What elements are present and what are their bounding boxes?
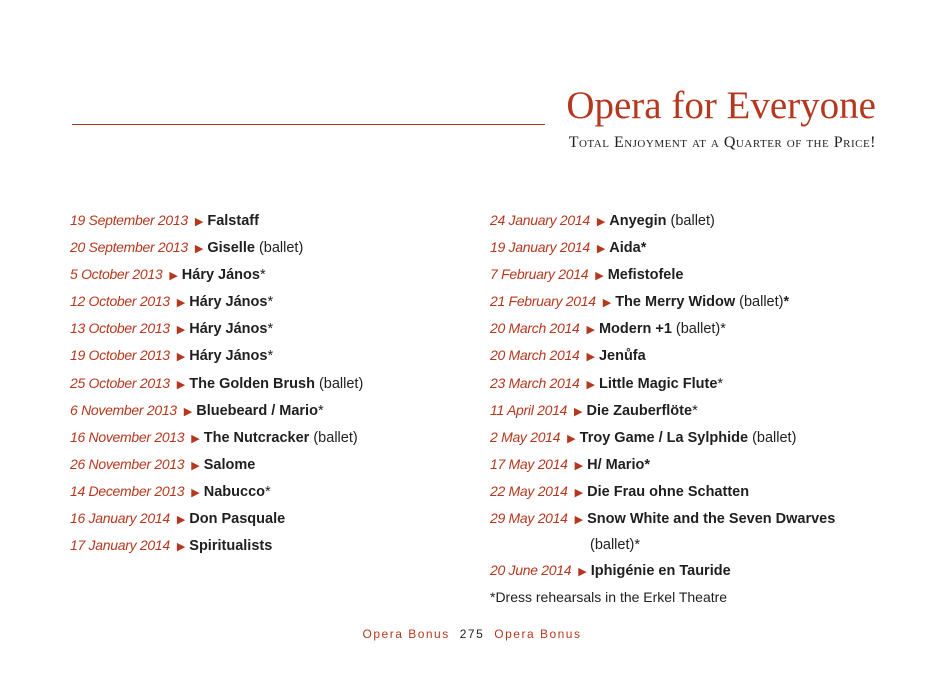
arrow-right-icon: ▶ [574, 405, 583, 418]
event-title: Bluebeard / Mario [196, 402, 318, 419]
arrow-right-icon: ▶ [574, 514, 584, 527]
schedule-entry [490, 558, 890, 585]
schedule-entry [490, 479, 890, 506]
schedule-entry [70, 235, 470, 262]
event-title: Die Zauberflöte [586, 402, 693, 419]
arrow-right-icon: ▶ [602, 297, 612, 310]
schedule-entry [490, 398, 890, 425]
event-note: (ballet)* [590, 537, 640, 554]
arrow-right-icon: ▶ [595, 270, 604, 283]
page-subtitle: Total Enjoyment at a Quarter of the Price! [568, 134, 876, 151]
event-title: Iphigénie en Tauride [590, 563, 731, 580]
arrow-right-icon: ▶ [194, 243, 204, 256]
schedule-entry [70, 371, 470, 398]
event-note: (ballet) [254, 240, 304, 257]
arrow-right-icon: ▶ [176, 378, 186, 391]
schedule-entry [490, 371, 890, 398]
event-date: 23 March 2014 [490, 374, 580, 391]
event-note: * [317, 402, 324, 419]
arrow-right-icon: ▶ [574, 486, 584, 499]
arrow-right-icon: ▶ [567, 432, 576, 445]
arrow-right-icon: ▶ [191, 459, 200, 472]
event-title: The Nutcracker [203, 429, 310, 446]
event-title: The Golden Brush [189, 375, 315, 392]
schedule-entry [70, 262, 470, 289]
event-date: 26 November 2013 [70, 455, 185, 472]
schedule-entry [490, 289, 890, 316]
page-number: 275 [459, 627, 485, 641]
event-title: Die Frau ohne Schatten [587, 483, 750, 500]
event-date: 20 March 2014 [490, 320, 580, 337]
event-date: 19 January 2014 [490, 239, 590, 256]
schedule-entry [70, 316, 470, 343]
event-date: 11 April 2014 [490, 401, 568, 418]
event-date: 14 December 2013 [70, 482, 185, 499]
event-title: Spiritualists [189, 538, 273, 555]
event-note: (ballet) [666, 213, 715, 229]
arrow-right-icon: ▶ [586, 324, 595, 337]
event-date: 21 February 2014 [490, 293, 596, 310]
footer-right-label: Opera Bonus [494, 627, 582, 641]
event-note: * [267, 294, 274, 311]
schedule-entry [70, 506, 470, 533]
event-date: 13 October 2013 [70, 320, 170, 337]
event-note: * [717, 375, 724, 392]
schedule-entry [70, 289, 470, 316]
schedule-entry [490, 208, 890, 235]
schedule-entry [490, 262, 890, 289]
schedule-entry [70, 398, 470, 425]
event-date: 22 May 2014 [490, 482, 568, 499]
event-date: 5 October 2013 [70, 266, 163, 283]
event-date: 7 February 2014 [490, 266, 589, 283]
event-title: Háry János [189, 348, 268, 365]
event-title: Aida* [609, 240, 647, 257]
arrow-right-icon: ▶ [194, 216, 204, 228]
event-title: Háry János [189, 321, 268, 338]
event-title: Salome [203, 456, 256, 473]
schedule-entry [490, 343, 890, 370]
event-date: 24 January 2014 [490, 212, 590, 228]
schedule-entry [70, 479, 470, 506]
schedule-entry [70, 425, 470, 452]
event-title: Anyegin [609, 213, 667, 229]
arrow-right-icon: ▶ [191, 432, 200, 445]
page-footer [0, 627, 944, 641]
schedule-entry [490, 425, 890, 452]
schedule-entry [70, 452, 470, 479]
event-note: * [267, 348, 274, 365]
event-note: (ballet)* [671, 321, 726, 338]
event-date: 29 May 2014 [490, 510, 568, 527]
event-date: 20 September 2013 [70, 239, 188, 256]
arrow-right-icon: ▶ [176, 351, 186, 364]
left-schedule-column [70, 208, 470, 560]
schedule-entry [490, 533, 890, 558]
event-note: * [692, 402, 698, 419]
event-date: 6 November 2013 [70, 401, 177, 418]
event-note: (ballet) [735, 294, 784, 311]
event-title: Mefistofele [607, 267, 684, 284]
event-title: Jenůfa [598, 348, 646, 365]
schedule-entry [70, 343, 470, 370]
arrow-right-icon: ▶ [578, 566, 587, 579]
footnote: *Dress rehearsals in the Erkel Theatre [490, 589, 728, 605]
event-date: 17 January 2014 [70, 537, 170, 554]
schedule-entry [490, 506, 890, 533]
arrow-right-icon: ▶ [176, 541, 186, 554]
event-title: Modern +1 [598, 321, 672, 338]
event-title: Giselle [207, 240, 255, 257]
event-title: Don Pasquale [189, 511, 286, 528]
event-title: The Merry Widow [615, 294, 736, 311]
event-date: 19 October 2013 [70, 347, 170, 364]
arrow-right-icon: ▶ [183, 405, 193, 418]
schedule-entry [70, 533, 470, 560]
event-date: 17 May 2014 [490, 455, 568, 472]
header-rule [72, 124, 545, 125]
event-date: 16 November 2013 [70, 428, 185, 445]
arrow-right-icon: ▶ [176, 324, 186, 337]
arrow-right-icon: ▶ [586, 378, 595, 391]
arrow-right-icon: ▶ [586, 351, 595, 364]
arrow-right-icon: ▶ [596, 243, 606, 256]
event-date: 12 October 2013 [70, 293, 170, 310]
schedule-entry [490, 316, 890, 343]
event-title: Nabucco [203, 483, 265, 500]
event-date: 2 May 2014 [490, 428, 561, 445]
event-date: 20 June 2014 [490, 562, 572, 579]
arrow-right-icon: ▶ [191, 486, 200, 499]
arrow-right-icon: ▶ [596, 216, 606, 228]
arrow-right-icon: ▶ [176, 514, 186, 527]
arrow-right-icon: ▶ [176, 297, 186, 310]
schedule-entry [490, 452, 890, 479]
arrow-right-icon: ▶ [574, 459, 584, 472]
event-title: Háry János [189, 294, 268, 311]
event-note: * [259, 267, 266, 284]
footer-left-label: Opera Bonus [362, 627, 450, 641]
event-suffix: * [783, 294, 790, 311]
right-schedule-column [490, 208, 890, 585]
event-title: H/ Mario* [587, 456, 650, 473]
schedule-entry [490, 235, 890, 262]
event-date: 16 January 2014 [70, 510, 170, 527]
event-note: (ballet) [309, 429, 358, 446]
event-date: 20 March 2014 [490, 347, 580, 364]
event-date: 25 October 2013 [70, 374, 170, 391]
event-title: Falstaff [207, 213, 259, 229]
event-date: 19 September 2013 [70, 212, 188, 228]
event-note: (ballet) [314, 375, 364, 392]
arrow-right-icon: ▶ [169, 270, 178, 283]
event-note: * [265, 483, 271, 500]
event-title: Háry János [181, 267, 260, 284]
event-title: Troy Game / La Sylphide [579, 429, 749, 446]
event-title: Snow White and the Seven Dwarves [587, 511, 836, 528]
page-title: Opera for Everyone [566, 84, 876, 127]
event-title: Little Magic Flute [598, 375, 718, 392]
schedule-entry [70, 208, 470, 235]
event-note: * [267, 321, 274, 338]
event-note: (ballet) [748, 429, 797, 446]
